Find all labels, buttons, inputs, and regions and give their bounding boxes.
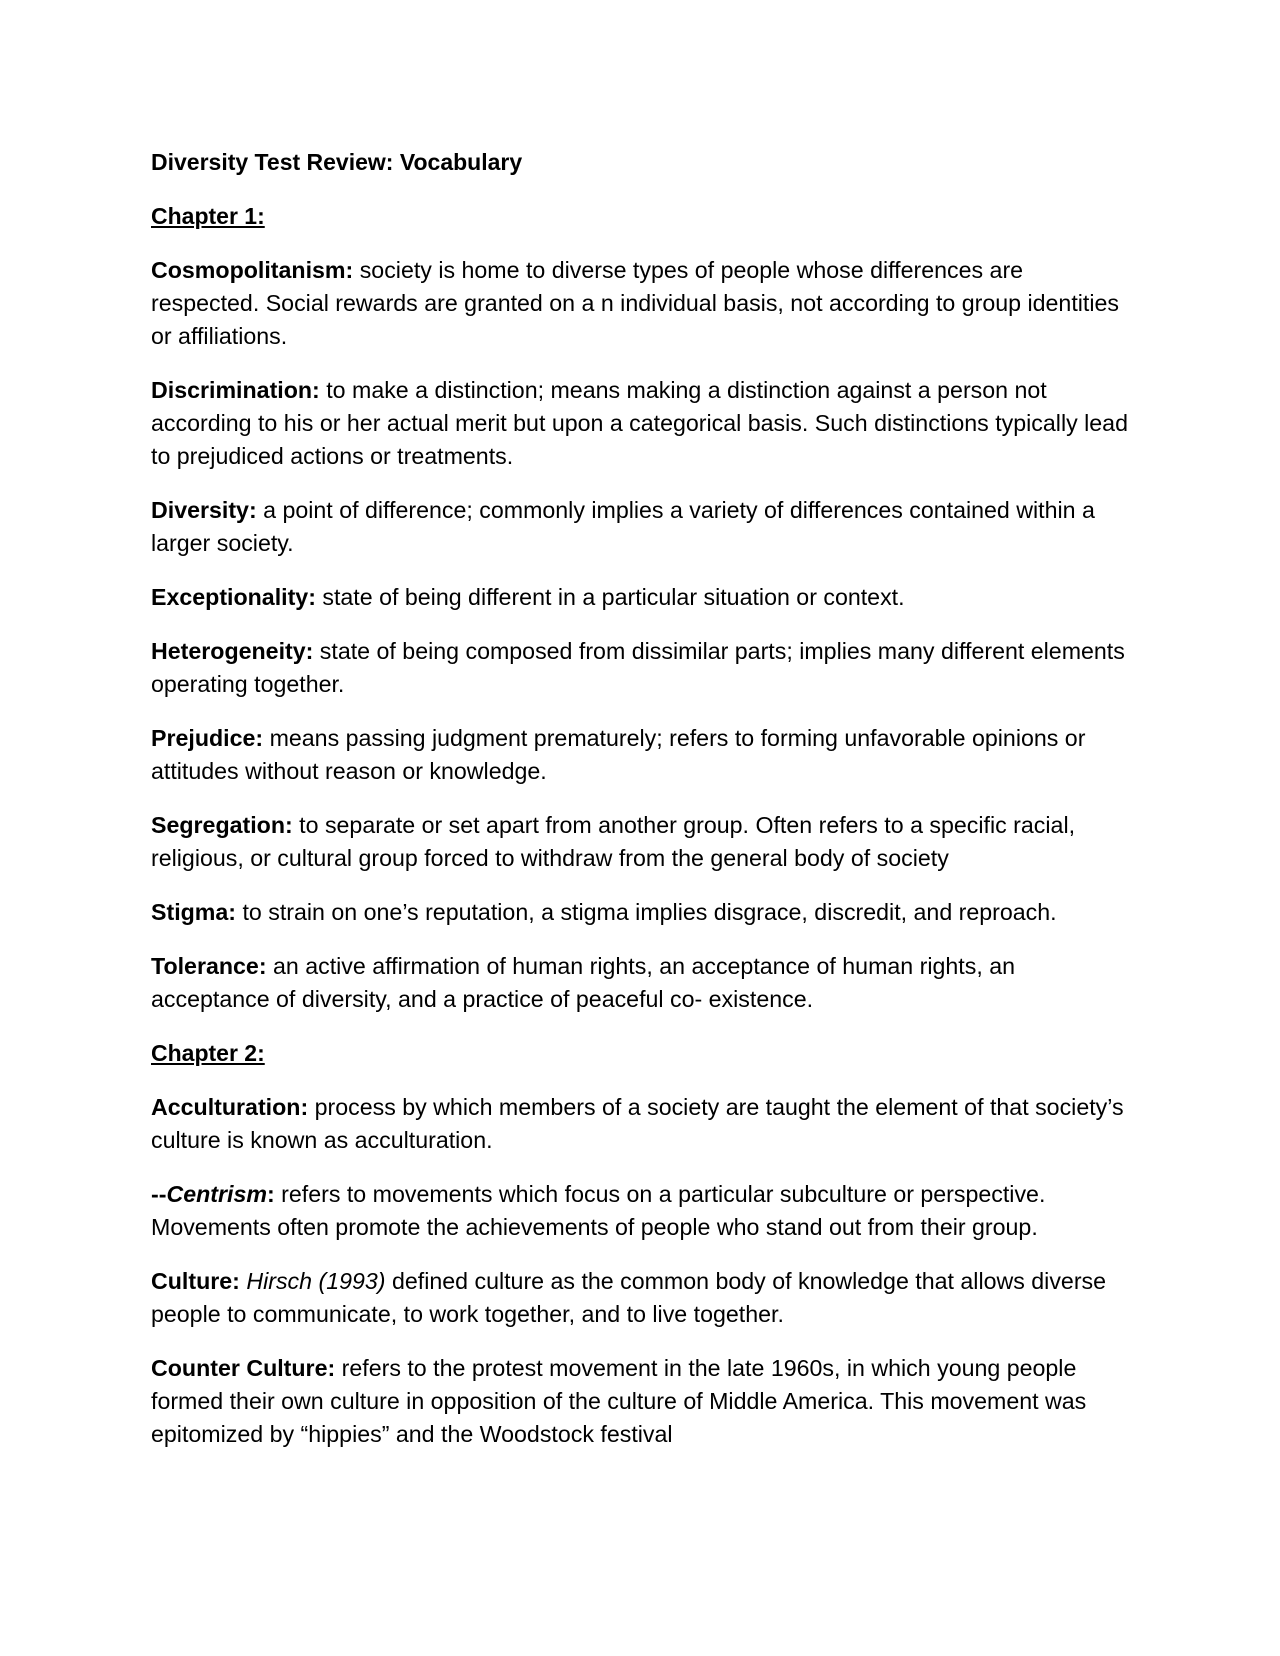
vocab-entry-discrimination: [151, 374, 1131, 473]
vocab-term: Segregation:: [151, 812, 293, 838]
vocab-term: Centrism: [166, 1181, 267, 1207]
vocab-definition: a point of difference; commonly implies a variety of differences contained within a larger society.: [151, 497, 1095, 556]
document-title: Diversity Test Review: Vocabulary: [151, 149, 523, 175]
vocab-definition: refers to movements which focus on a particular subculture or perspective. Movements often promote the achievements of people who stand out from their group.: [151, 1181, 1046, 1240]
vocab-entry-diversity: [151, 494, 1131, 560]
document-page: [151, 146, 1131, 1472]
vocab-entry-culture: [151, 1265, 1131, 1331]
chapter-1-heading: Chapter 1:: [151, 203, 265, 229]
vocab-term-colon: :: [266, 1181, 275, 1207]
vocab-definition: an active affirmation of human rights, an acceptance of human rights, an acceptance of diversity, and a practice of peaceful co- existence.: [151, 953, 1015, 1012]
vocab-term: Exceptionality:: [151, 584, 316, 610]
vocab-definition: to strain on one’s reputation, a stigma implies disgrace, discredit, and reproach.: [236, 899, 1057, 925]
vocab-definition: state of being different in a particular situation or context.: [315, 584, 905, 610]
vocab-entry-centrism: [151, 1178, 1131, 1244]
vocab-entry-tolerance: [151, 950, 1131, 1016]
vocab-term: Acculturation:: [151, 1094, 309, 1120]
vocab-entry-prejudice: [151, 722, 1131, 788]
chapter-2-heading: Chapter 2:: [151, 1040, 265, 1066]
vocab-definition: state of being composed from dissimilar parts; implies many different elements operating together.: [151, 638, 1125, 697]
vocab-definition: process by which members of a society are taught the element of that society’s culture is known as acculturation.: [151, 1094, 1124, 1153]
vocab-entry-stigma: [151, 896, 1131, 929]
vocab-definition: to separate or set apart from another group. Often refers to a specific racial, religious, or cultural group forced to withdraw from the general body of society: [151, 812, 1076, 871]
vocab-entry-segregation: [151, 809, 1131, 875]
vocab-citation: Hirsch (1993): [246, 1268, 386, 1294]
vocab-term: Heterogeneity:: [151, 638, 314, 664]
vocab-definition: means passing judgment prematurely; refers to forming unfavorable opinions or attitudes without reason or knowledge.: [151, 725, 1086, 784]
vocab-entry-counter-culture: [151, 1352, 1131, 1451]
vocab-term: Diversity:: [151, 497, 257, 523]
vocab-term: Culture:: [151, 1268, 240, 1294]
vocab-entry-exceptionality: [151, 581, 1131, 614]
vocab-definition: society is home to diverse types of people whose differences are respected. Social rewards are granted on a n individual basis, not according to group identities or affiliations.: [151, 257, 1120, 349]
vocab-term: Tolerance:: [151, 953, 267, 979]
vocab-entry-cosmopolitanism: [151, 254, 1131, 353]
vocab-term: Cosmopolitanism:: [151, 257, 354, 283]
vocab-entry-heterogeneity: [151, 635, 1131, 701]
vocab-definition: defined culture as the common body of knowledge that allows diverse people to communicate, to work together, and to live together.: [151, 1268, 1107, 1327]
vocab-definition: to make a distinction; means making a distinction against a person not according to his or her actual merit but upon a categorical basis. Such distinctions typically lead to prejudiced actions or treatments.: [151, 377, 1128, 469]
vocab-term: Prejudice:: [151, 725, 264, 751]
vocab-term-dashes: --: [151, 1181, 167, 1207]
vocab-term: Counter Culture:: [151, 1355, 336, 1381]
vocab-term: Stigma:: [151, 899, 237, 925]
vocab-definition: refers to the protest movement in the late 1960s, in which young people formed their own culture in opposition of the culture of Middle America. This movement was epitomized by “hippies” and the Woodstock festival: [151, 1355, 1087, 1447]
vocab-term: Discrimination:: [151, 377, 320, 403]
vocab-entry-acculturation: [151, 1091, 1131, 1157]
